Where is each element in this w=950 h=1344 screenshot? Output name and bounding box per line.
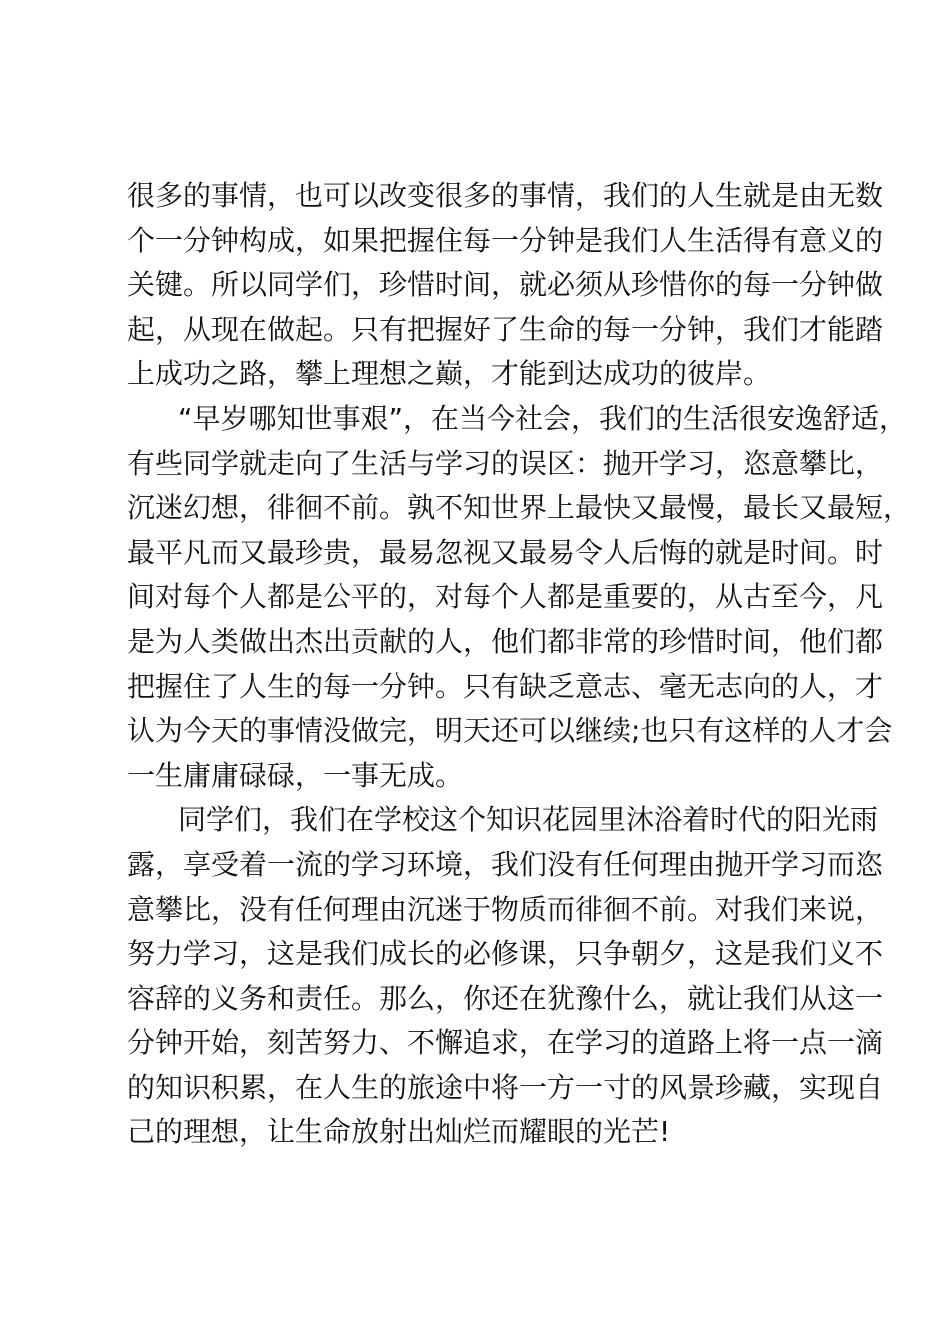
paragraph-2-line-1: “早岁哪知世事艰”，在当今社会，我们的生活很安逸舒适，	[178, 401, 908, 435]
paragraph-1-line-2: 个一分钟构成，如果把握住每一分钟是我们人生活得有意义的	[127, 223, 884, 257]
paragraph-2-line-7: 把握住了人生的每一分钟。只有缺乏意志、毫无志向的人，才	[127, 669, 884, 703]
paragraph-1-line-4: 起，从现在做起。只有把握好了生命的每一分钟，我们才能踏	[127, 312, 884, 346]
paragraph-2-line-8: 认为今天的事情没做完，明天还可以继续;也只有这样的人才会	[127, 714, 893, 748]
paragraph-2-line-2: 有些同学就走向了生活与学习的误区：抛开学习，恣意攀比，	[127, 446, 884, 480]
paragraph-3-line-8: 己的理想，让生命放射出灿烂而耀眼的光芒!	[127, 1115, 671, 1149]
paragraph-3-line-3: 意攀比，没有任何理由沉迷于物质而徘徊不前。对我们来说，	[127, 892, 884, 926]
paragraph-3-line-1: 同学们，我们在学校这个知识花园里沐浴着时代的阳光雨	[178, 803, 879, 837]
paragraph-1-line-5: 上成功之路，攀上理想之巅，才能到达成功的彼岸。	[127, 357, 772, 391]
paragraph-3-line-5: 容辞的义务和责任。那么，你还在犹豫什么，就让我们从这一	[127, 981, 884, 1015]
document-body	[127, 174, 912, 1155]
paragraph-2-line-6: 是为人类做出杰出贡献的人，他们都非常的珍惜时间，他们都	[127, 624, 884, 658]
paragraph-2-line-4: 最平凡而又最珍贵，最易忽视又最易令人后悔的就是时间。时	[127, 535, 884, 569]
paragraph-2-line-5: 间对每个人都是公平的，对每个人都是重要的，从古至今，凡	[127, 580, 884, 614]
paragraph-1-line-1: 很多的事情，也可以改变很多的事情，我们的人生就是由无数	[127, 179, 884, 212]
paragraph-2-line-3: 沉迷幻想，徘徊不前。孰不知世界上最快又最慢，最长又最短，	[127, 491, 912, 525]
paragraph-2-line-9: 一生庸庸碌碌，一事无成。	[127, 758, 464, 792]
paragraph-1-line-3: 关键。所以同学们，珍惜时间，就必须从珍惜你的每一分钟做	[127, 268, 884, 302]
paragraph-3-line-4: 努力学习，这是我们成长的必修课，只争朝夕，这是我们义不	[127, 937, 884, 971]
paragraph-3-line-7: 的知识积累，在人生的旅途中将一方一寸的风景珍藏，实现自	[127, 1070, 884, 1104]
paragraph-3-line-6: 分钟开始，刻苦努力、不懈追求，在学习的道路上将一点一滴	[127, 1026, 884, 1060]
paragraph-3-line-2: 露，享受着一流的学习环境，我们没有任何理由抛开学习而恣	[127, 847, 884, 881]
